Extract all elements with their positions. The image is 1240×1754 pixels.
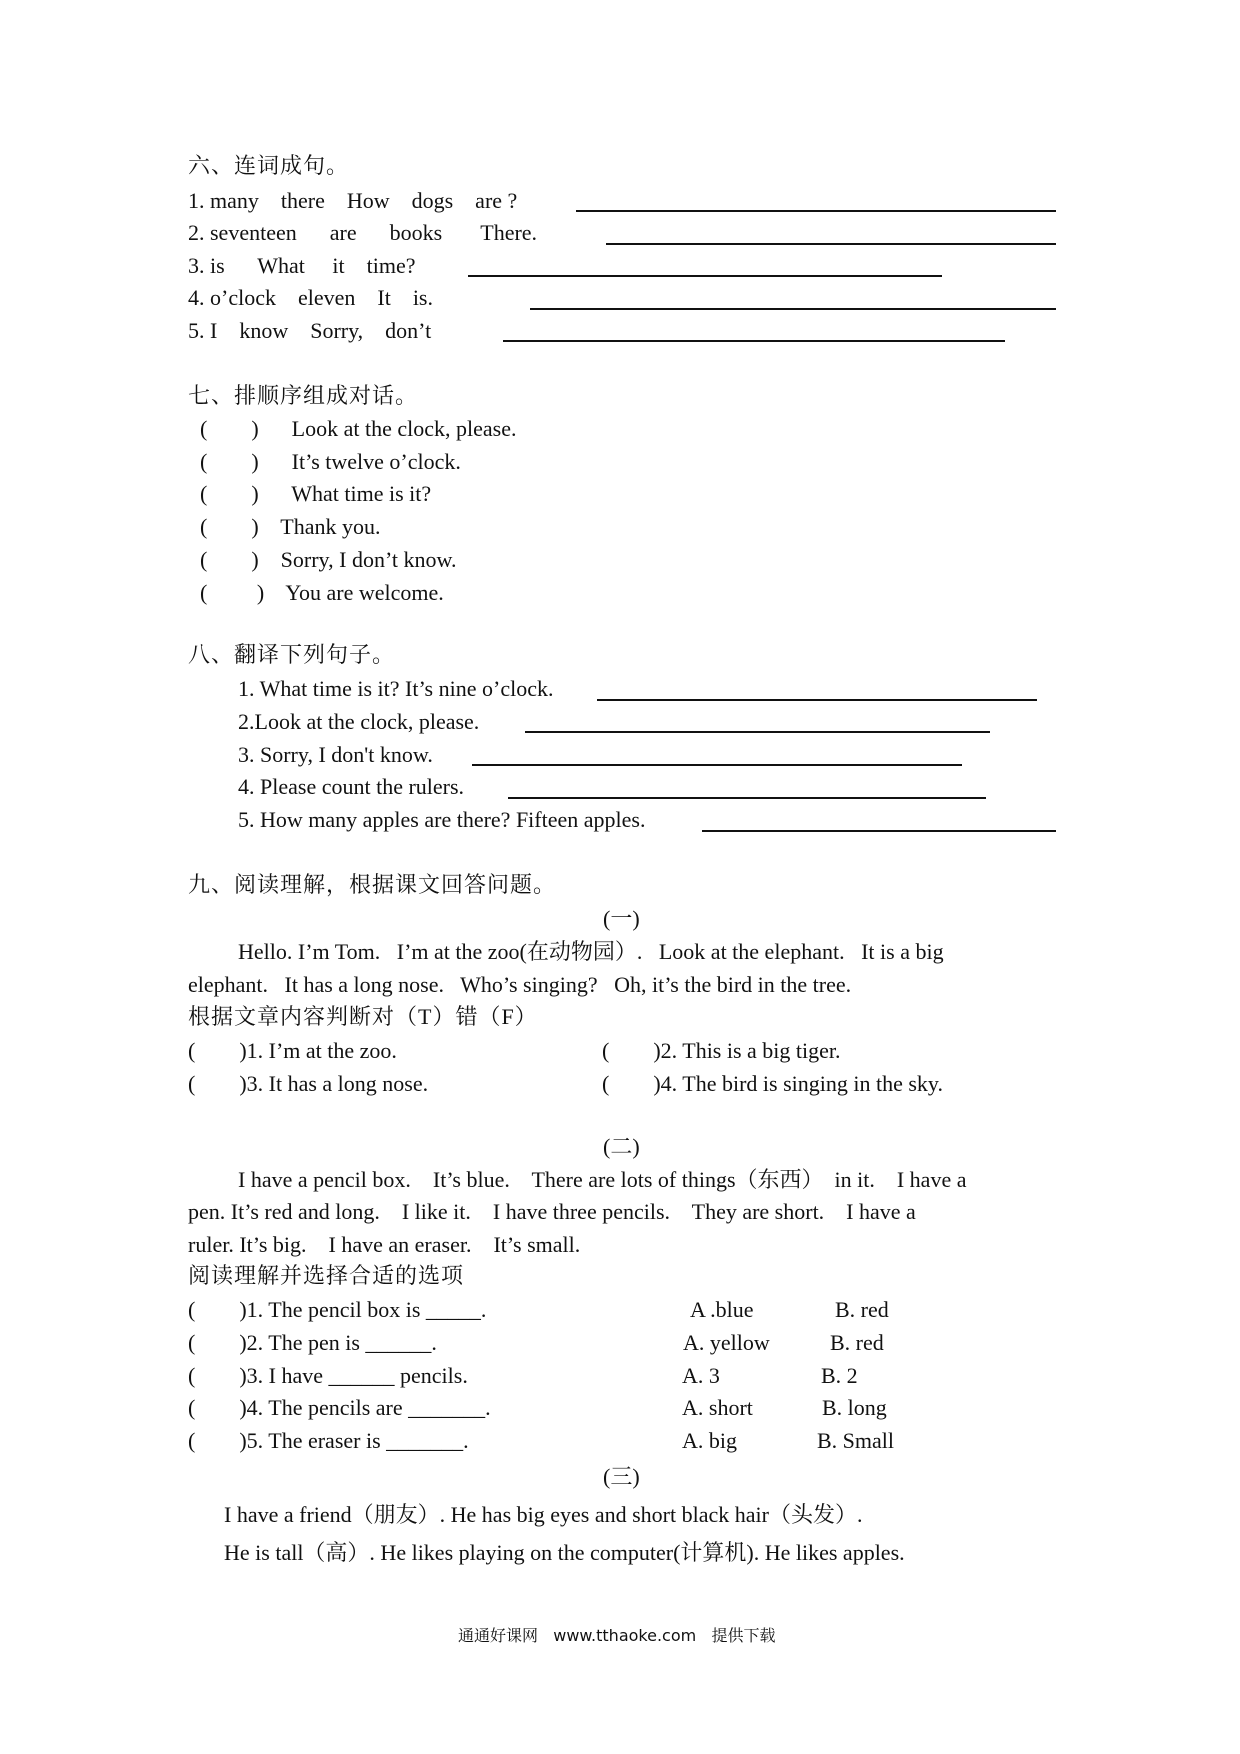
answer-line-8-4[interactable]: [508, 797, 986, 799]
part-2-paragraph-line-3: ruler. It’s big. I have an eraser. It’s small.: [188, 1232, 581, 1257]
footer-credit: 通通好课网 www.tthaoke.com 提供下载: [458, 1626, 776, 1645]
part-1-instruction: 根据文章内容判断对（T）错（F）: [188, 1004, 538, 1029]
translate-item-5: 5. How many apples are there? Fifteen apples.: [238, 807, 646, 832]
section-9-title: 九、阅读理解，根据课文回答问题。: [188, 872, 557, 897]
choice-option-2b: B. red: [830, 1330, 884, 1355]
choice-option-4a: A. short: [682, 1395, 753, 1420]
answer-line-8-3[interactable]: [472, 764, 962, 766]
choice-question-3: ( )3. I have ______ pencils.: [188, 1363, 468, 1388]
translate-item-4: 4. Please count the rulers.: [238, 774, 465, 799]
answer-line-6-1[interactable]: [576, 210, 1056, 212]
choice-option-5b: B. Small: [817, 1428, 895, 1453]
choice-question-1: ( )1. The pencil box is _____.: [188, 1297, 487, 1322]
section-8-title: 八、翻译下列句子。: [188, 642, 396, 667]
choice-option-1b: B. red: [835, 1297, 889, 1322]
part-1-paragraph-line-2: elephant. It has a long nose. Who’s singing? Oh, it’s the bird in the tree.: [188, 972, 852, 997]
part-1-paragraph-line-1: Hello. I’m Tom. I’m at the zoo(在动物园）. Look at the elephant. It is a big: [238, 939, 944, 964]
part-3-paragraph-line-1: I have a friend（朋友）. He has big eyes and short black hair（头发）.: [224, 1502, 863, 1527]
answer-line-8-2[interactable]: [525, 731, 990, 733]
choice-option-4b: B. long: [822, 1395, 887, 1420]
answer-line-8-1[interactable]: [597, 699, 1037, 701]
choice-option-2a: A. yellow: [683, 1330, 770, 1355]
section-6-item-3: 3. is What it time?: [188, 253, 416, 278]
choice-question-2: ( )2. The pen is ______.: [188, 1330, 437, 1355]
choice-option-3a: A. 3: [682, 1363, 720, 1388]
part-2-paragraph-line-2: pen. It’s red and long. I like it. I have three pencils. They are short. I have a: [188, 1199, 916, 1224]
dialogue-line-5: ( ) Sorry, I don’t know.: [200, 547, 457, 572]
dialogue-line-1: ( ) Look at the clock, please.: [200, 416, 517, 441]
part-3-heading: (三): [603, 1464, 640, 1489]
section-6-title: 六、连词成句。: [188, 153, 350, 178]
part-3-paragraph-line-2: He is tall（高）. He likes playing on the computer(计算机). He likes apples.: [224, 1540, 905, 1565]
translate-item-1: 1. What time is it? It’s nine o’clock.: [238, 676, 554, 701]
true-false-question-4: ( )4. The bird is singing in the sky.: [602, 1071, 943, 1096]
dialogue-line-2: ( ) It’s twelve o’clock.: [200, 449, 461, 474]
choice-option-3b: B. 2: [821, 1363, 858, 1388]
true-false-question-2: ( )2. This is a big tiger.: [602, 1038, 841, 1063]
translate-item-2: 2.Look at the clock, please.: [238, 709, 480, 734]
section-7-title: 七、排顺序组成对话。: [188, 383, 419, 408]
true-false-question-1: ( )1. I’m at the zoo.: [188, 1038, 397, 1063]
choice-question-5: ( )5. The eraser is _______.: [188, 1428, 469, 1453]
part-1-heading: (一): [603, 906, 640, 931]
section-6-item-2: 2. seventeen are books There.: [188, 220, 538, 245]
part-2-paragraph-line-1: I have a pencil box. It’s blue. There are lots of things（东西） in it. I have a: [238, 1167, 967, 1192]
choice-question-4: ( )4. The pencils are _______.: [188, 1395, 491, 1420]
answer-line-8-5[interactable]: [702, 830, 1056, 832]
choice-option-5a: A. big: [682, 1428, 737, 1453]
part-2-heading: (二): [603, 1134, 640, 1159]
translate-item-3: 3. Sorry, I don't know.: [238, 742, 433, 767]
dialogue-line-6: ( ) You are welcome.: [200, 580, 444, 605]
true-false-question-3: ( )3. It has a long nose.: [188, 1071, 429, 1096]
answer-line-6-3[interactable]: [468, 275, 942, 277]
section-6-item-4: 4. o’clock eleven It is.: [188, 285, 433, 310]
part-2-instruction: 阅读理解并选择合适的选项: [188, 1263, 465, 1288]
choice-option-1a: A .blue: [690, 1297, 754, 1322]
section-6-item-5: 5. I know Sorry, don’t: [188, 318, 432, 343]
dialogue-line-3: ( ) What time is it?: [200, 481, 432, 506]
answer-line-6-2[interactable]: [606, 243, 1056, 245]
answer-line-6-4[interactable]: [530, 308, 1056, 310]
answer-line-6-5[interactable]: [503, 340, 1005, 342]
dialogue-line-4: ( ) Thank you.: [200, 514, 381, 539]
section-6-item-1: 1. many there How dogs are ?: [188, 188, 518, 213]
